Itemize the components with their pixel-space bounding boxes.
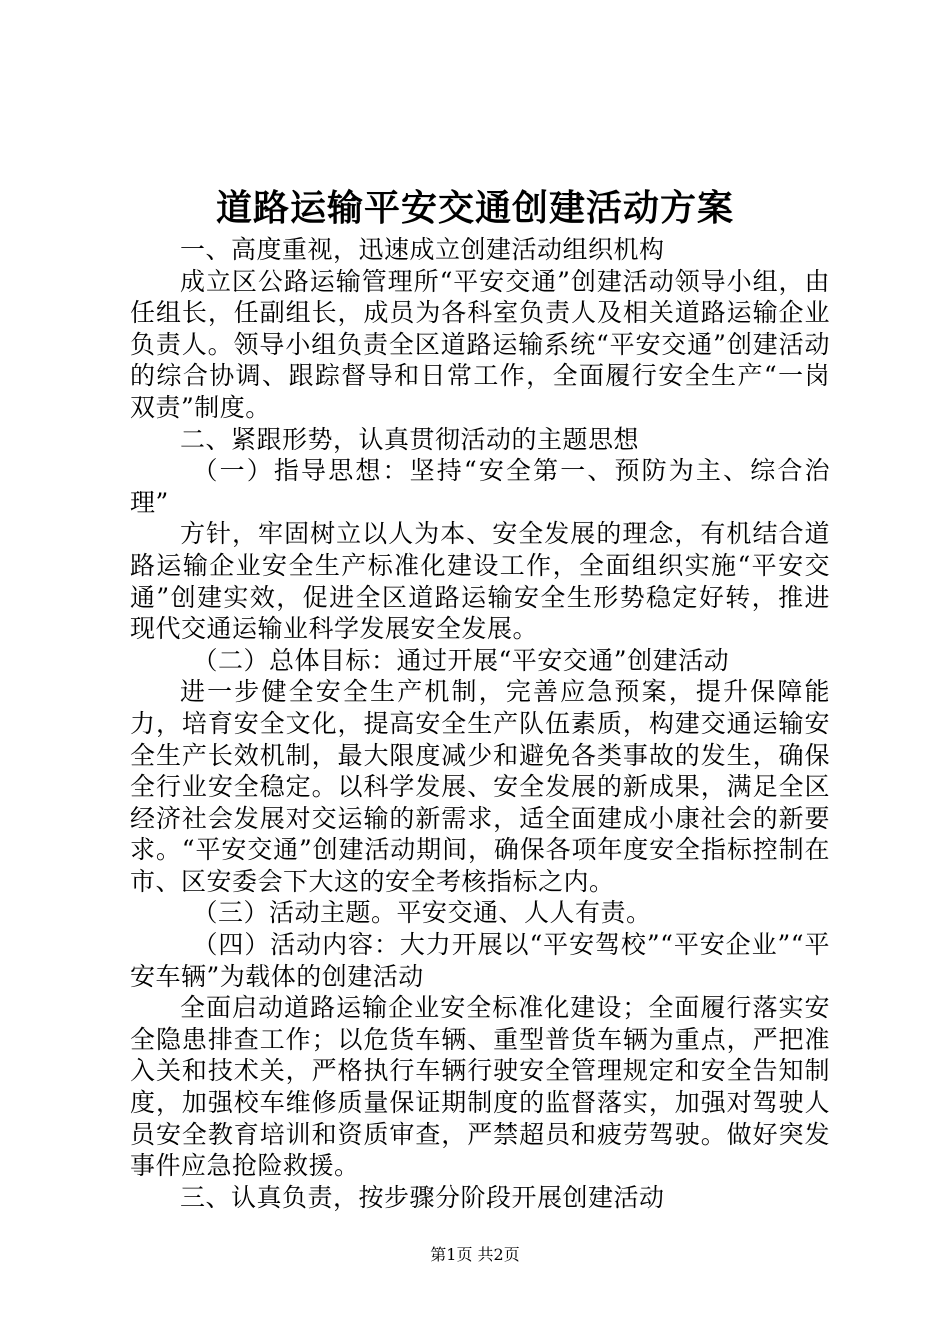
section-heading-2: 二、紧跟形势，认真贯彻活动的主题思想: [180, 424, 640, 454]
section-heading-3: 三、认真负责，按步骤分阶段开展创建活动: [180, 1182, 665, 1212]
body-paragraph: 方针，牢固树立以人为本、安全发展的理念，有机结合道路运输企业安全生产标准化建设工作，全面组织实施“平安交通”创建实效，促进全区道路运输安全生形势稳定好转，推进现代交通运输业科学发展安全发展。: [130, 519, 830, 644]
document-title: 道路运输平安交通创建活动方案: [215, 187, 734, 229]
subsection-heading-4: （四）活动内容：大力开展以“平安驾校”“平安企业”“平安车辆”为载体的创建活动: [130, 930, 830, 991]
section-heading-1: 一、高度重视，迅速成立创建活动组织机构: [180, 235, 665, 264]
body-paragraph: 进一步健全安全生产机制，完善应急预案，提升保障能力，培育安全文化，提高安全生产队伍素质，构建交通运输安全生产长效机制，最大限度减少和避免各类事故的发生，确保全行业安全稳定。以科学发展、安全发展的新成果，满足全区经济社会发展对交运输的新需求，适全面建成小康社会的新要求。“平安交通”创建活动期间，确保各项年度安全指标控制在市、区安委会下大这的安全考核指标之内。: [130, 677, 830, 896]
subsection-heading-1: （一）指导思想：坚持“安全第一、预防为主、综合治理”: [130, 456, 830, 517]
page-footer: 第1页 共2页: [430, 1245, 520, 1264]
document-body: [130, 234, 830, 1213]
subsection-heading-2: （二）总体目标：通过开展“平安交通”创建活动: [192, 645, 730, 675]
body-paragraph: 全面启动道路运输企业安全标准化建设；全面履行落实安全隐患排查工作；以危货车辆、重型普货车辆为重点，严把准入关和技术关，严格执行车辆行驶安全管理规定和安全告知制度，加强校车维修质量保证期制度的监督落实，加强对驾驶人员安全教育培训和资质审查，严禁超员和疲劳驾驶。做好突发事件应急抢险救援。: [130, 993, 830, 1181]
body-paragraph: 成立区公路运输管理所“平安交通”创建活动领导小组，由任组长，任副组长，成员为各科室负责人及相关道路运输企业负责人。领导小组负责全区道路运输系统“平安交通”创建活动的综合协调、跟踪督导和日常工作，全面履行安全生产“一岗双责”制度。: [130, 266, 830, 422]
subsection-heading-3: （三）活动主题。平安交通、人人有责。: [192, 898, 652, 928]
